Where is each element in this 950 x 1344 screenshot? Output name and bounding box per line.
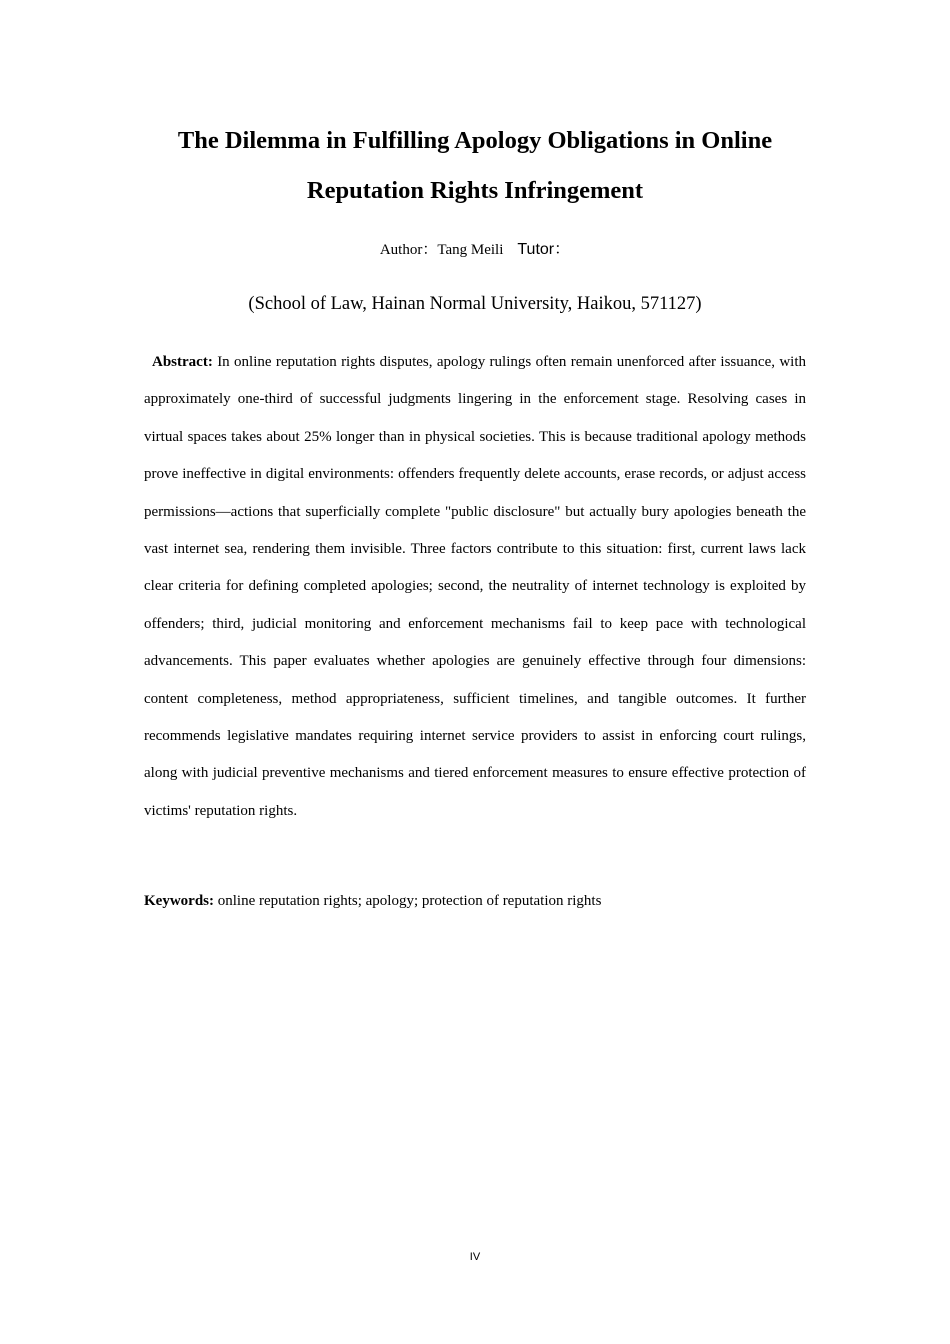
abstract-paragraph xyxy=(144,344,806,830)
keywords-text: online reputation rights; apology; protection of reputation rights xyxy=(217,893,602,909)
keywords-label: Keywords: xyxy=(144,893,214,909)
title-line-1: The Dilemma in Fulfilling Apology Obligations in Online xyxy=(177,127,773,154)
tutor-label: Tutor： xyxy=(517,241,571,258)
abstract-text: In online reputation rights disputes, apology rulings often remain unenforced after issuance, with approximately one-third of successful judgments lingering in the enforcement stage. Resolving cases in virtual spaces takes about 25% longer than in physical societies. This is because traditional apology methods prove ineffective in digital environments: offenders frequently delete accounts, erase records, or adjust access permissions—actions that superficially complete "public disclosure" but actually bury apologies beneath the vast internet sea, rendering them invisible. Three factors contribute to this situation: first, current laws lack clear criteria for defining completed apologies; second, the neutrality of internet technology is exploited by offenders; third, judicial monitoring and enforcement mechanisms fail to keep pace with technological advancements. This paper evaluates whether apologies are genuinely effective through four dimensions: content completeness, method appropriateness, sufficient timelines, and tangible outcomes. It further recommends legislative mandates requiring internet service providers to assist in enforcing court rulings, along with judicial preventive mechanisms and tiered enforcement measures to ensure effective protection of victims' reputation rights. xyxy=(144,354,806,819)
author-name: Tang Meili xyxy=(437,242,504,258)
abstract-label: Abstract: xyxy=(152,354,213,370)
title-line-2: Reputation Rights Infringement xyxy=(306,177,644,204)
affiliation: (School of Law, Hainan Normal University, Haikou, 571127) xyxy=(248,294,702,314)
author-label: Author： xyxy=(379,242,438,258)
document-title xyxy=(100,116,850,216)
page-number: IV xyxy=(469,1251,481,1263)
author-line xyxy=(0,240,950,260)
keywords-line xyxy=(144,888,806,914)
